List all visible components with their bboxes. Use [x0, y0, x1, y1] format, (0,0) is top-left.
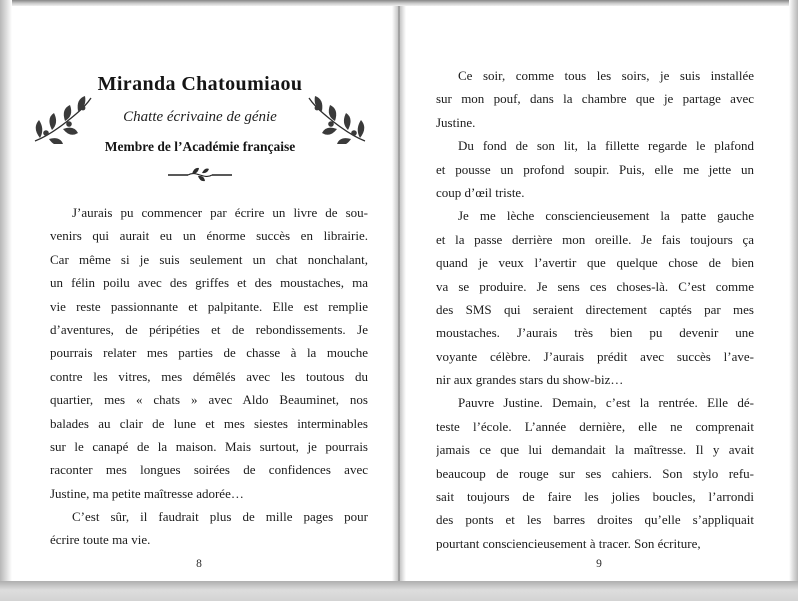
text-line: sur mon pouf, dans la chambre que je partage avec	[436, 91, 754, 107]
text-line: et la passe derrière mon oreille. Je fais toujours ça	[436, 231, 754, 247]
page-edge-right	[789, 0, 798, 601]
text-line: quartier, mes « chats » avec Aldo Beauminet, nos	[50, 392, 368, 408]
text-line: jamais ce que lui demandait la maîtresse. Il y avait	[436, 442, 754, 458]
text-line: venirs qui aurait eu un énorme succès en librairie.	[50, 228, 368, 244]
text-line: Ce soir, comme tous les soirs, je suis installée	[458, 68, 754, 83]
page-number: 8	[196, 558, 202, 570]
page-number: 9	[596, 558, 602, 570]
text-line: des SMS qui seraient directement captés par mes	[436, 301, 754, 317]
page-edge-top	[0, 0, 798, 6]
text-line: Car même si je suis seulement un chat nonchalant,	[50, 251, 368, 267]
text-line: sur le canapé de la maison. Mais surtout, je pourrais	[50, 438, 368, 454]
text-line: écrire toute ma vie.	[50, 532, 151, 548]
text-line: Justine, ma petite maîtresse adorée…	[50, 485, 244, 501]
text-line: moustaches. J’aurais très bien pu devenir une	[436, 325, 754, 341]
text-line: teste l’école. L’année dernière, elle ne comprenait	[436, 418, 754, 434]
text-line: pourtant consciencieusement à tracer. Son écriture,	[436, 535, 701, 551]
text-line: Du fond de son lit, la fillette regarde le plafond	[458, 138, 754, 154]
text-line: quand je veux l’avertir que quelque chose de bien	[436, 255, 754, 271]
page-text	[50, 201, 368, 552]
text-line: et pousse un profond soupir. Puis, elle me jette un	[436, 161, 754, 177]
text-line: raconter mes longues soirées de confidences avec	[50, 462, 368, 478]
vine-ornament-icon	[168, 166, 232, 187]
author-affiliation: Membre de l’Académie française	[104, 139, 296, 154]
page-edge-left	[0, 0, 12, 601]
text-line: Justine.	[436, 114, 476, 130]
text-line: pourrais relater mes parties de chasse à la mouche	[50, 345, 368, 361]
text-line: balades au clair de lune et mes siestes interminables	[50, 415, 368, 431]
text-line: contre les vitres, mes démêlés avec les toutous du	[50, 368, 368, 384]
chapter-header	[30, 72, 370, 155]
page-edge-bottom	[0, 581, 798, 601]
text-line: nir aux grandes stars du show-biz…	[436, 372, 624, 388]
text-line: sait toujours de faire les jolies boucles, l’arrondi	[436, 489, 754, 505]
text-line: va se produire. Je sens ces choses-là. C’est comme	[436, 278, 754, 294]
text-line: beaucoup de rouge sur ses cahiers. Son stylo refu-	[436, 465, 754, 481]
text-line: d’aventures, de péripéties et de rebondissements. Je	[50, 321, 368, 337]
text-line: C’est sûr, il faudrait plus de mille pages pour	[72, 509, 368, 525]
text-line: J’aurais pu commencer par écrire un livre de sou-	[72, 205, 368, 220]
book-author-title: Miranda Chatoumiaou	[97, 73, 303, 95]
text-line: coup d’œil triste.	[436, 184, 525, 200]
text-line: vie reste passionnante et palpitante. Elle est remplie	[50, 298, 368, 314]
text-line: des ponts et les barres droites qu’elle s’appliquait	[436, 512, 754, 528]
text-line: Pauvre Justine. Demain, c’est la rentrée. Elle dé-	[458, 395, 754, 411]
text-line: Je me lèche consciencieusement la patte gauche	[458, 208, 754, 224]
author-subtitle: Chatte écrivaine de génie	[123, 109, 277, 125]
text-line: un félin poilu avec des griffes et des moustaches, ma	[50, 275, 368, 291]
page-gutter	[392, 6, 406, 581]
olive-branch-icon	[32, 92, 94, 149]
text-line: voyante célèbre. J’aurais prédit avec succès l’ave-	[436, 348, 754, 364]
page-text	[436, 64, 754, 555]
olive-branch-icon	[306, 92, 368, 149]
